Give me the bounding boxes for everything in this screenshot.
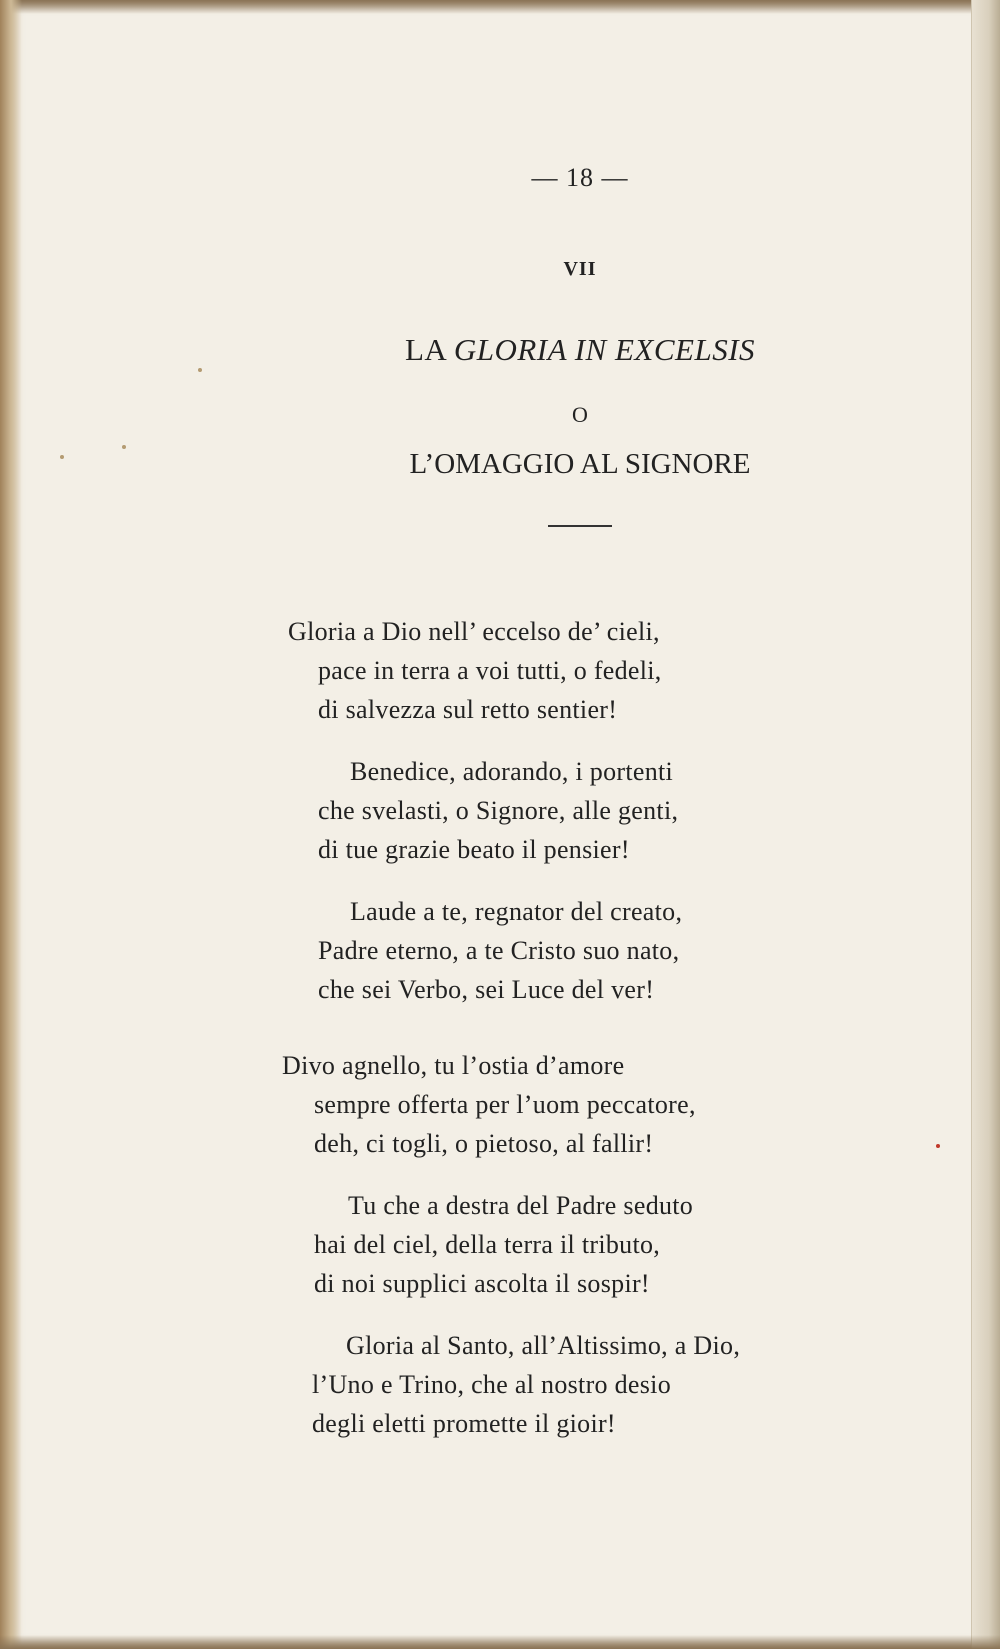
poem-line: Padre eterno, a te Cristo suo nato, [318, 936, 680, 965]
poem-subtitle: L’OMAGGIO AL SIGNORE [409, 448, 751, 480]
page-number: — 18 — [531, 163, 629, 192]
paper-speck [60, 455, 64, 459]
title-prefix: LA [404, 332, 446, 367]
poem-line: deh, ci togli, o pietoso, al fallir! [314, 1129, 654, 1158]
paper-speck [122, 445, 126, 449]
poem-line: hai del ciel, della terra il tributo, [314, 1230, 661, 1259]
title-suffix: EXCELSIS [614, 332, 756, 367]
section-number: VII [563, 258, 597, 280]
paper-speck [198, 368, 202, 372]
poem-line: che sei Verbo, sei Luce del ver! [318, 975, 655, 1004]
poem-line: pace in terra a voi tutti, o fedeli, [318, 656, 662, 685]
page-top-edge [0, 0, 1000, 14]
page-binding-edge [0, 0, 22, 1649]
poem-line: di salvezza sul retto sentier! [318, 695, 618, 724]
poem-title [0, 332, 1000, 368]
page-fore-edge [971, 0, 1000, 1649]
poem-line: Divo agnello, tu l’ostia d’amore [282, 1051, 625, 1080]
title-italic: GLORIA IN [453, 332, 607, 367]
poem-line: di tue grazie beato il pensier! [318, 835, 630, 864]
poem-line: Laude a te, regnator del creato, [350, 897, 683, 926]
poem-line: Gloria al Santo, all’Altissimo, a Dio, [346, 1331, 741, 1360]
poem-line: Gloria a Dio nell’ eccelso de’ cieli, [288, 617, 660, 646]
poem-line: sempre offerta per l’uom peccatore, [314, 1090, 696, 1119]
poem-line: che svelasti, o Signore, alle genti, [318, 796, 679, 825]
poem-line: Benedice, adorando, i portenti [350, 757, 674, 786]
poem-line: l’Uno e Trino, che al nostro desio [312, 1370, 672, 1399]
poem-line: Tu che a destra del Padre seduto [348, 1191, 694, 1220]
poem-line: degli eletti promette il gioir! [312, 1409, 616, 1438]
title-connector: O [572, 402, 588, 427]
poem-line: di noi supplici ascolta il sospir! [314, 1269, 650, 1298]
title-rule [548, 525, 612, 527]
page-bottom-edge [0, 1635, 1000, 1649]
paper-speck [936, 1144, 940, 1148]
